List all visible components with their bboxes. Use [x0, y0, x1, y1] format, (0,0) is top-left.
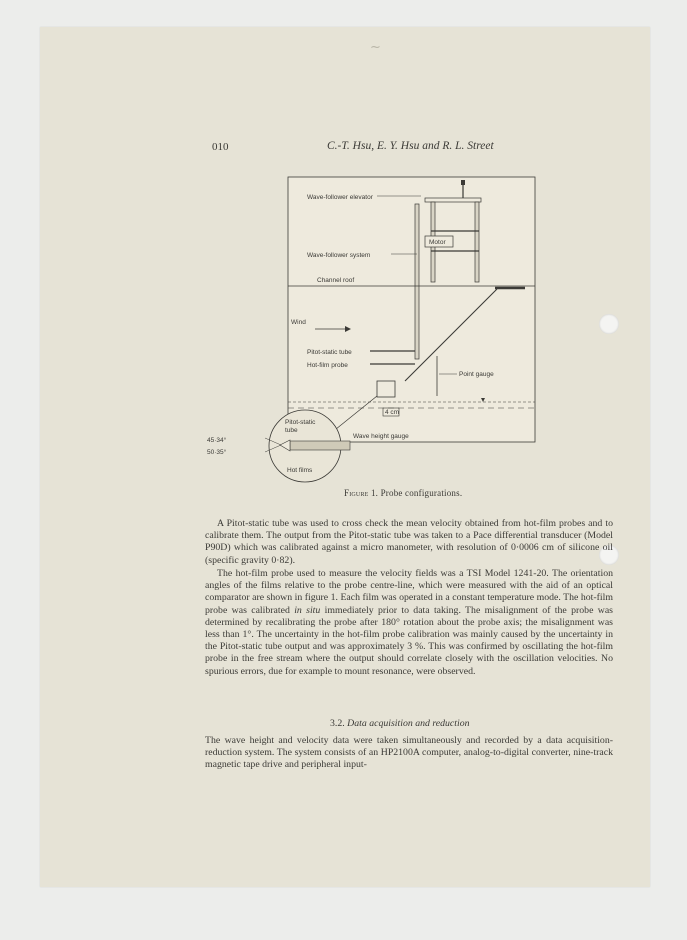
paragraph-3-text: The wave height and velocity data were taken simultaneously and recorded by a data acquisition-reduction system. The system consists of an HP2100A computer, analog-to-digital converter, nine-track magnetic tape drive and peripheral input-: [205, 735, 613, 771]
motor-label: Motor: [429, 239, 446, 246]
paragraph-2: [205, 568, 613, 678]
wind-label: Wind: [291, 319, 306, 326]
paragraph-1: [205, 518, 613, 567]
frame-right-post: [475, 202, 479, 282]
system-label: Wave-follower system: [307, 252, 371, 259]
pencil-mark: ~: [370, 40, 381, 55]
cm-label: 4 cm: [385, 409, 400, 416]
caption-prefix: Figure 1.: [344, 488, 379, 498]
waveheight-label: Wave height gauge: [353, 433, 409, 440]
angle2-label: 50·35°: [207, 449, 227, 456]
roof-label: Channel roof: [317, 277, 355, 284]
section-number: 3.2.: [330, 718, 345, 729]
in-situ: in situ: [294, 604, 321, 616]
pitot-label: Pitot-static tube: [307, 349, 352, 356]
paragraph-2a: The hot-film probe used to measure the velocity fields was a TSI Model 1241-20. The orientation angles of the films relative to the probe centre-line, which were measured with the aid of an optical comparator are shown in figure 1. Each film was operated in a constant temperature mode. The hot-film probe was calibrated: [205, 568, 613, 616]
page-number: 010: [212, 141, 229, 153]
paragraph-2b: immediately prior to data taking. The misalignment of the probe was determined by recalibrating the probe after 180° rotation about the probe axis; the misalignment was less than 1°. The uncertainty in the hot-film probe calibration was mainly caused by the uncertainty in the Pitot-static tube output and was approximately 3 %. This was confirmed by oscillating the hot-film probe in the free stream where the output should correlate closely with the oscillation velocities. No spurious errors, due for example to mount resonance, were observed.: [205, 604, 613, 677]
elevator-cap: [461, 180, 465, 185]
caption-text: Probe configurations.: [380, 488, 463, 498]
paragraph-3: [205, 735, 613, 772]
inset-probe-body: [290, 441, 350, 450]
paragraph-2-text: [205, 568, 613, 678]
inset-pitot-label-2: tube: [285, 427, 298, 434]
probe-housing: [377, 381, 395, 397]
running-header-authors: C.-T. Hsu, E. Y. Hsu and R. L. Street: [327, 140, 494, 152]
elevator-label: Wave-follower elevator: [307, 194, 373, 201]
figure-probe-configurations: [207, 176, 545, 491]
binder-hole-top: [599, 314, 619, 334]
inset-hotfilms-label: Hot films: [287, 467, 313, 474]
inset-pitot-label-1: Pitot-static: [285, 419, 316, 426]
pointgauge-label: Point gauge: [459, 371, 494, 378]
angle1-label: 45·34°: [207, 437, 227, 444]
section-heading: [330, 718, 470, 729]
follower-rod: [415, 204, 419, 359]
section-title: Data acquisition and reduction: [347, 718, 470, 729]
figure-caption: [344, 488, 462, 498]
hotfilm-label: Hot-film probe: [307, 362, 348, 369]
figure-drawing: [207, 176, 545, 486]
paragraph-1-text: A Pitot-static tube was used to cross check the mean velocity obtained from hot-film probes and to calibrate them. The output from the Pitot-static tube was taken to a Pace differential transducer (Model P90D) which was calibrated against a micro manometer, with resolution of 0·0006 cm of silicone oil (specific gravity 0·82).: [205, 518, 613, 566]
